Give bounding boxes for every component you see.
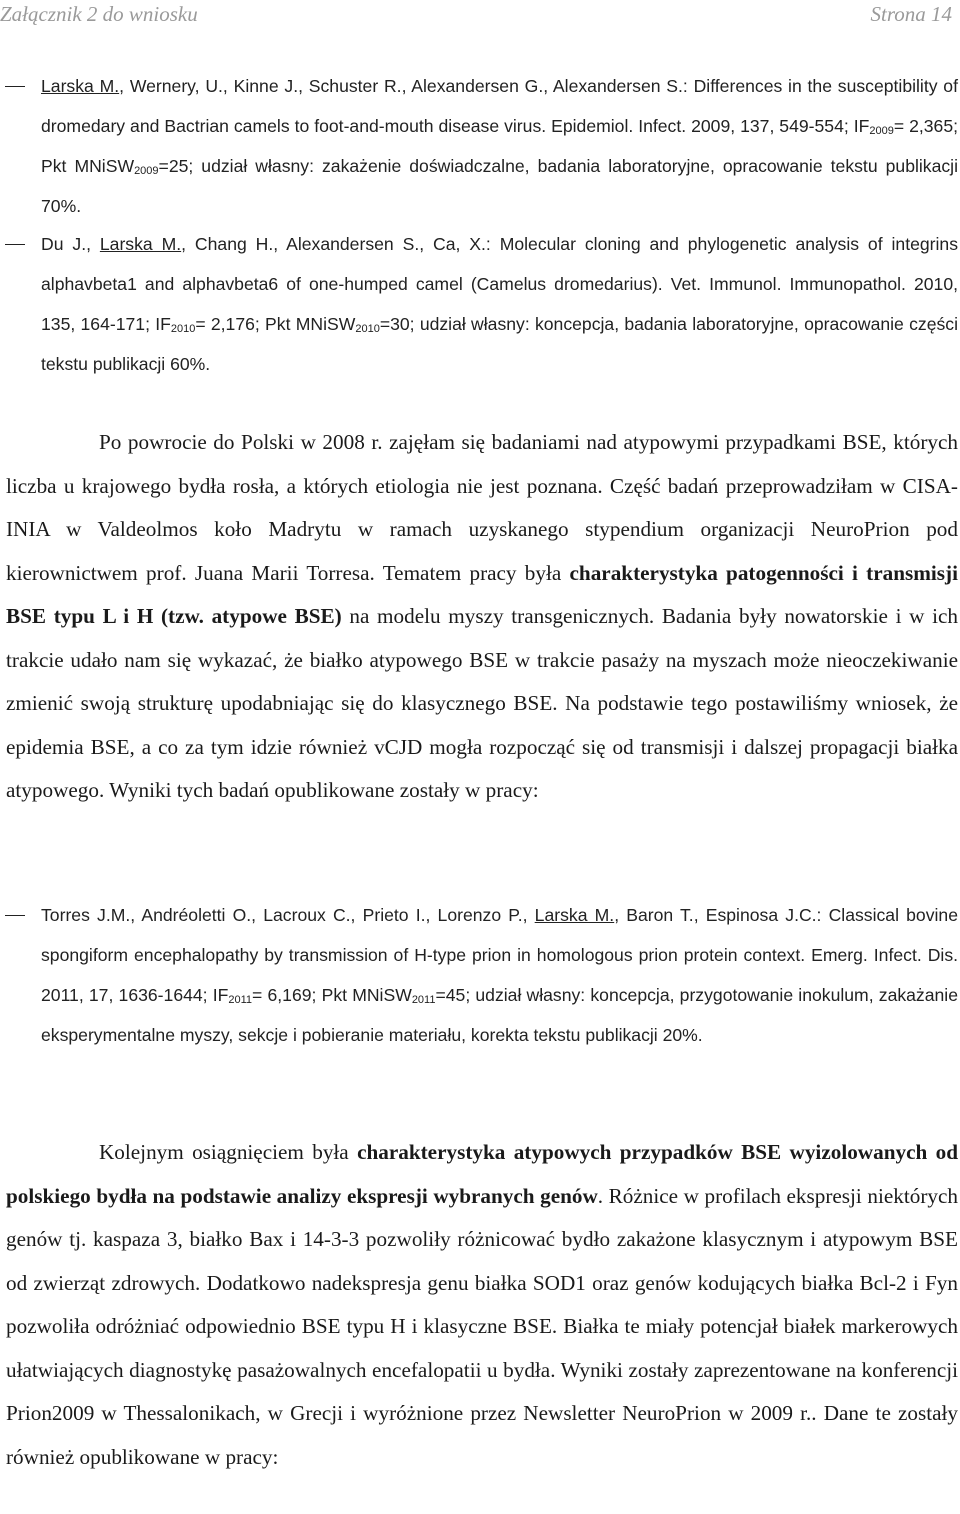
reference-contribution: =25; udział własny: zakażenie doświadczalne, badania laboratoryjne, opracowanie tekstu publikacji 70%. bbox=[41, 156, 958, 216]
author-highlight: Larska M. bbox=[41, 76, 120, 96]
paragraph-emphasis: charakterystyka patogenności i transmisji BSE typu L i H (tzw. atypowe BSE) bbox=[6, 560, 958, 628]
header-title: Załącznik 2 do wniosku bbox=[0, 2, 198, 26]
author-highlight: Larska M. bbox=[534, 905, 615, 925]
paragraph-emphasis: charakterystyka atypowych przypadków BSE wyizolowanych od polskiego bydła na podstawie analizy ekspresji wybranych genów bbox=[6, 1140, 958, 1208]
reference-item-2 bbox=[41, 224, 958, 384]
reference-item-1 bbox=[41, 66, 958, 226]
paragraph-text: Kolejnym osiągnięciem była bbox=[99, 1140, 358, 1164]
paragraph-text: . Różnice w profilach ekspresji niektórych genów tj. kaspaza 3, białko Bax i 14-3-3 pozwoliły różnicować bydło zakażone klasycznym i atypowym BSE od zwierząt zdrowych. Dodatkowo nadekspresja genu białka SOD1 oraz genów kodujących białka Bcl-2 i Fyn pozwoliła odróżniać odpowiednio BSE typu H i klasyczne BSE. Białka te miały potencjał białek markerowych ułatwiających diagnostykę pasażowalnych encefalopatii u bydła. Wyniki zostały zaprezentowane na konferencji Prion2009 w Thessalonikach, w Grecji i wyróżnione przez Newsletter NeuroPrion w 2009 r.. Dane te zostały również opublikowane w pracy: bbox=[6, 1183, 958, 1469]
if-year: 2011 bbox=[228, 994, 253, 1006]
paragraph-text: Po powrocie do Polski w 2008 r. zajęłam się badaniami nad atypowymi przypadkami BSE, których liczba u krajowego bydła rosła, a których etiologia nie jest poznana. Część badań przeprowadziłam w CISA-INIA w Valdeolmos koło Madrytu w ramach uzyskanego stypendium organizacji NeuroPrion pod kierownictwem prof. Juana Marii Torresa. Tematem pracy była bbox=[6, 430, 958, 585]
reference-contribution: =30; udział własny: koncepcja, badania laboratoryjne, opracowanie części tekstu publikacji 60%. bbox=[41, 314, 958, 374]
impact-factor: = 6,169; Pkt MNiSW bbox=[252, 985, 412, 1005]
reference-text: , Chang H., Alexandersen S., Ca, X.: Molecular cloning and phylogenetic analysis of integrins alphavbeta1 and alphavbeta6 of one-humped camel (Camelus dromedarius). Vet. Immunol. Immunopathol. 2010, 135, 164-171; IF bbox=[41, 234, 959, 334]
header-page-number: Strona 14 bbox=[870, 2, 952, 26]
reference-authors: Du J., bbox=[41, 234, 100, 254]
page-header bbox=[0, 2, 960, 28]
reference-authors: Torres J.M., Andréoletti O., Lacroux C., Prieto I., Lorenzo P., bbox=[41, 905, 535, 925]
pkt-year: 2011 bbox=[411, 994, 436, 1006]
if-year: 2009 bbox=[869, 125, 894, 137]
body-paragraph-1 bbox=[6, 421, 958, 813]
impact-factor: = 2,176; Pkt MNiSW bbox=[195, 314, 356, 334]
reference-text: , Baron T., Espinosa J.C.: Classical bovine spongiform encephalopathy by transmission of H-type prion in homologous prion protein context. Emerg. Infect. Dis. 2011, 17, 1636-1644; IF bbox=[41, 905, 958, 1005]
impact-factor: = 2,365; Pkt MNiSW bbox=[41, 116, 958, 176]
reference-text: , Wernery, U., Kinne J., Schuster R., Alexandersen G., Alexandersen S.: Differences in the susceptibility of dromedary and Bactrian camels to foot-and-mouth disease virus. Epidemiol. Infect. 2009, 137, 549-554; IF bbox=[41, 76, 958, 136]
author-highlight: Larska M. bbox=[99, 234, 182, 254]
pkt-year: 2009 bbox=[134, 165, 159, 177]
paragraph-text: na modelu myszy transgenicznych. Badania były nowatorskie i w ich trakcie udało nam się wykazać, że białko atypowego BSE w trakcie pasaży na myszach może nieoczekiwanie zmienić swoją strukturę upodabniając się do klasycznego BSE. Na podstawie tego postawiliśmy wniosek, że epidemia BSE, a co za tym idzie również vCJD mogła rozpocząć się od transmisji i dalszej propagacji białka atypowego. Wyniki tych badań opublikowane zostały w pracy: bbox=[6, 604, 958, 802]
pkt-year: 2010 bbox=[355, 323, 380, 335]
reference-contribution: =45; udział własny: koncepcja, przygotowanie inokulum, zakażanie eksperymentalne myszy, sekcje i pobieranie materiału, korekta tekstu publikacji 20%. bbox=[41, 985, 958, 1045]
body-paragraph-2 bbox=[6, 1131, 958, 1479]
if-year: 2010 bbox=[170, 323, 196, 335]
reference-item-3 bbox=[41, 895, 958, 1055]
